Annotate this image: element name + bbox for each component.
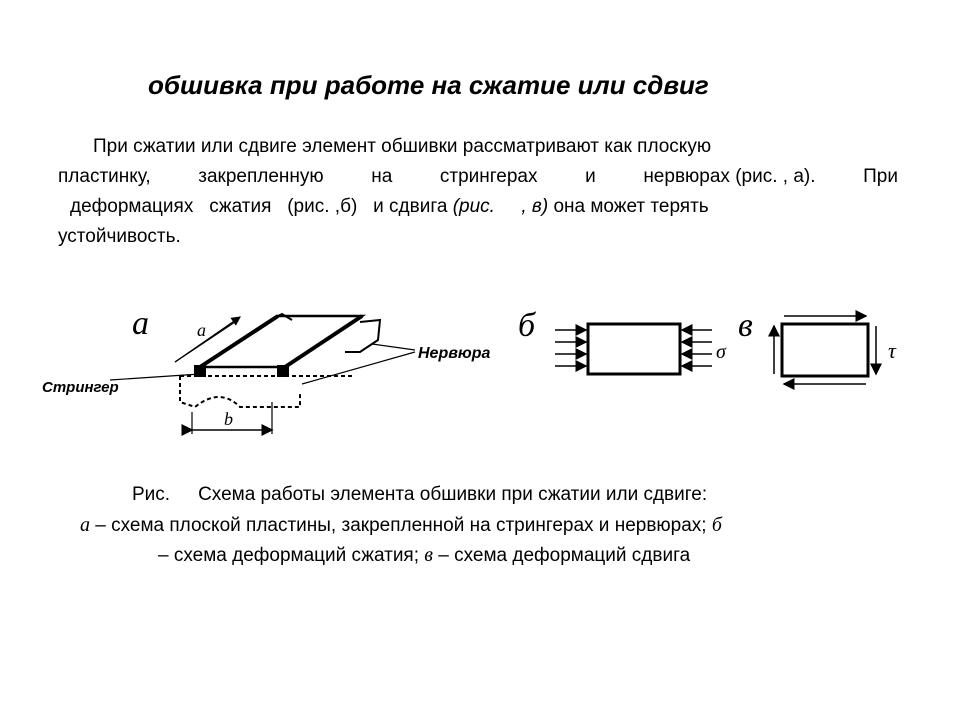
paragraph-line-1: При сжатии или сдвиге элемент обшивки рассматривают как плоскую	[93, 136, 712, 157]
word: и	[373, 196, 384, 217]
caption-line-1	[132, 484, 707, 506]
caption-letter-b: б	[711, 514, 722, 536]
paragraph-line-3	[58, 196, 910, 218]
caption-letter-v: в	[424, 544, 433, 566]
figure-label-b: б	[518, 307, 536, 344]
caption-letter-a: а	[80, 514, 90, 536]
word: сжатия	[209, 196, 272, 217]
caption-text: – схема деформаций сжатия;	[158, 545, 425, 566]
tau-symbol: τ	[888, 338, 896, 363]
paragraph-line-2	[58, 166, 898, 188]
word: пластинку,	[58, 166, 151, 187]
dimension-b-label: b	[224, 409, 233, 429]
caption-line-2	[80, 514, 722, 537]
word: сдвига	[389, 196, 448, 217]
word: деформациях	[70, 196, 194, 217]
figure-label-a: а	[132, 305, 149, 342]
sigma-symbol: σ	[716, 341, 726, 363]
word: (рис. ,б)	[287, 196, 358, 217]
caption-text: Схема работы элемента обшивки при сжатии или сдвиге:	[198, 484, 708, 505]
stringer-label: Стрингер	[42, 379, 119, 396]
caption-ref: Рис.	[132, 484, 171, 505]
skin-work-figure	[42, 292, 920, 442]
rib-label: Нервюра	[418, 345, 491, 362]
caption-text: – схема плоской пластины, закрепленной на стрингерах и нервюрах;	[90, 515, 712, 536]
word-italic: , в)	[521, 196, 549, 217]
figure-label-v: в	[738, 307, 753, 344]
shear-diagram	[774, 316, 876, 384]
word: стрингерах	[439, 166, 538, 187]
caption-line-3	[158, 544, 690, 567]
dimension-a-label: а	[197, 320, 206, 340]
word-italic: (рис.	[452, 196, 495, 217]
word: на	[371, 166, 393, 187]
word: При	[863, 166, 898, 187]
compression-diagram	[555, 324, 712, 374]
caption-text: – схема деформаций сдвига	[432, 545, 691, 566]
word: закрепленную	[198, 166, 324, 187]
word: она может терять	[553, 196, 709, 217]
slide-title: обшивка при работе на сжатие или сдвиг	[148, 70, 709, 100]
plate-diagram	[110, 314, 415, 434]
paragraph-line-4: устойчивость.	[58, 226, 181, 247]
word: и	[585, 166, 596, 187]
word: нервюрах (рис. , а).	[643, 166, 816, 187]
